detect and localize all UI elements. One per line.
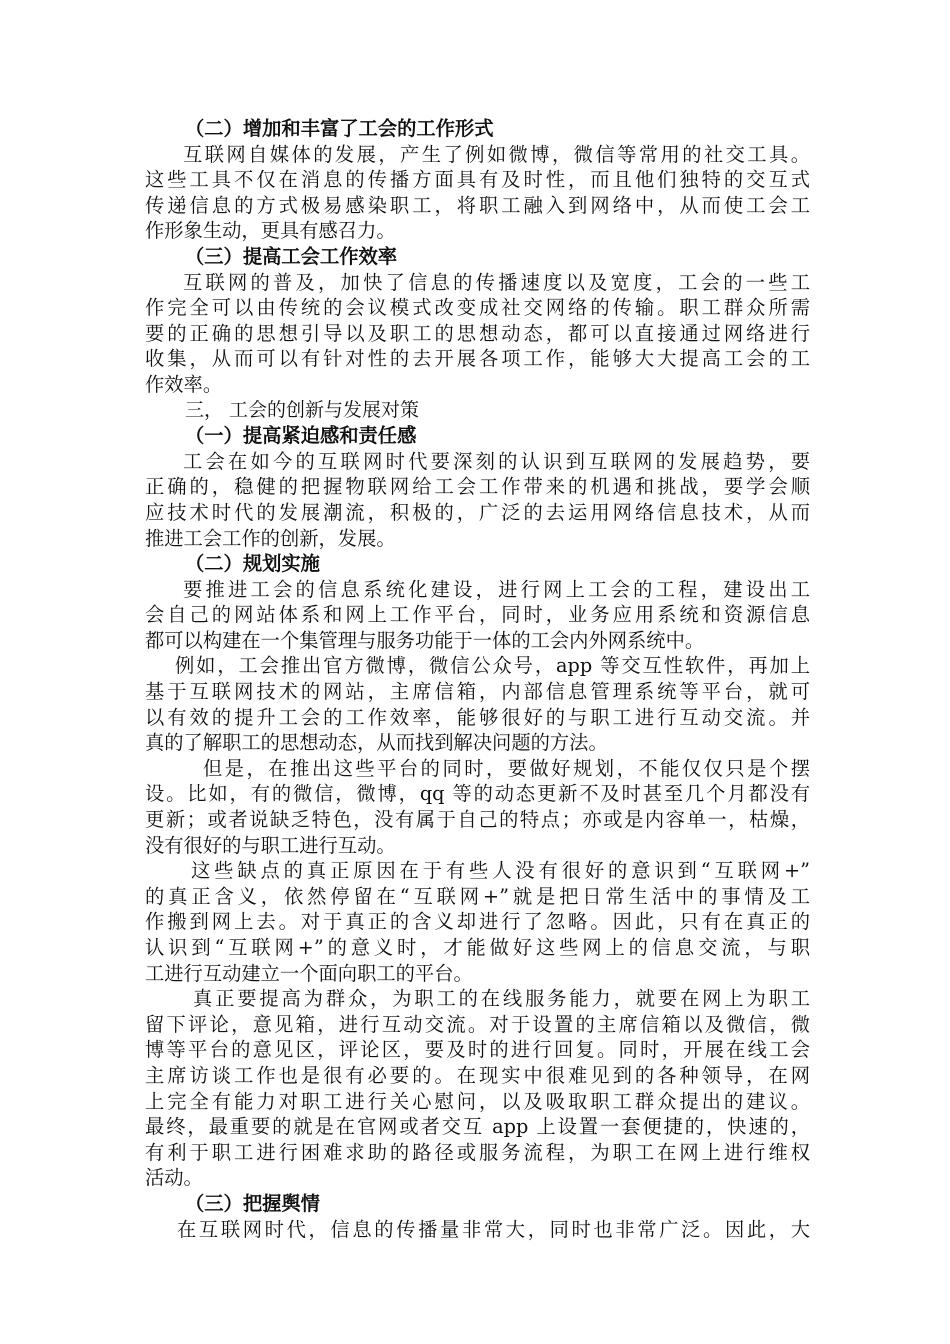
body-text-line: 留下评论，意见箱，进行互动交流。对于设置的主席信箱以及微信，微 — [145, 1012, 810, 1036]
body-text-line: 真的了解职工的思想动态，从而找到解决问题的方法。 — [145, 731, 608, 755]
body-text-line: 更新；或者说缺乏特色，没有属于自己的特点；亦或是内容单一，枯燥， — [145, 808, 810, 832]
body-text-line: 作搬到网上去。对于真正的含义却进行了忽略。因此，只有在真正的 — [145, 910, 810, 934]
body-text-line: 以有效的提升工会的工作效率，能够很好的与职工进行互动交流。并 — [145, 705, 810, 729]
body-text-line: 工进行互动建立一个面向职工的平台。 — [145, 961, 473, 985]
body-text-line: 活动。 — [145, 1166, 203, 1190]
body-text-line: 认识到“互联网+”的意义时，才能做好这些网上的信息交流，与职 — [145, 936, 810, 959]
body-text-line: 要的正确的思想引导以及职工的思想动态，都可以直接通过网络进行 — [145, 321, 810, 345]
body-text-line: 基于互联网技术的网站，主席信箱，内部信息管理系统等平台，就可 — [145, 680, 810, 704]
body-text-line: 例如，工会推出官方微博，微信公众号，app 等交互性软件，再加上 — [175, 654, 810, 678]
body-text-line: 工会在如今的互联网时代要深刻的认识到互联网的发展趋势，要 — [183, 449, 810, 473]
body-text-line: 作效率。 — [145, 372, 223, 396]
body-text-line: 最终，最重要的就是在官网或者交互 app 上设置一套便捷的，快速的， — [145, 1115, 810, 1139]
body-text-line: 传递信息的方式极易感染职工，将职工融入到网络中，从而使工会工 — [145, 193, 810, 217]
body-text-line: 会自己的网站体系和网上工作平台，同时，业务应用系统和资源信息 — [145, 603, 810, 627]
document-page — [145, 116, 810, 1242]
section-heading: （一）提高紧迫感和责任感 — [185, 424, 417, 448]
body-text-line: 收集，从而可以有针对性的去开展各项工作，能够大大提高工会的工 — [145, 347, 810, 371]
body-text-line: 正确的，稳健的把握物联网给工会工作带来的机遇和挑战，要学会顺 — [145, 475, 810, 499]
section-heading: （二）增加和丰富了工会的工作形式 — [185, 117, 494, 140]
chapter-heading: 三， 工会的创新与发展对策 — [185, 398, 420, 421]
section-heading: （三）把握舆情 — [185, 1191, 320, 1215]
body-text-line: 但是，在推出这些平台的同时，要做好规划，不能仅仅只是个摆 — [203, 756, 810, 780]
body-text-line: 设。比如，有的微信，微博，qq 等的动态更新不及时甚至几个月都没有 — [145, 782, 810, 806]
body-text-line: 主席访谈工作也是很有必要的。在现实中很难见到的各种领导，在网 — [145, 1063, 810, 1087]
body-text-line: 应技术时代的发展潮流，积极的，广泛的去运用网络信息技术，从而 — [145, 500, 810, 524]
body-text-line: 有利于职工进行困难求助的路径或服务流程，为职工在网上进行维权 — [145, 1140, 810, 1164]
body-text-line: 的真正含义，依然停留在“互联网+”就是把日常生活中的事情及工 — [145, 884, 810, 908]
body-text-line: 在互联网时代，信息的传播量非常大，同时也非常广泛。因此，大 — [177, 1217, 810, 1241]
body-text-line: 这些工具不仅在消息的传播方面具有及时性，而且他们独特的交互式 — [145, 168, 810, 192]
body-text-line: 这些缺点的真正原因在于有些人没有很好的意识到“互联网+” — [191, 859, 810, 883]
body-text-line: 作完全可以由传统的会议模式改变成社交网络的传输。职工群众所需 — [145, 296, 810, 320]
body-text-line: 没有很好的与职工进行互动。 — [145, 833, 396, 857]
body-text-line: 真正要提高为群众，为职工的在线服务能力，就要在网上为职工 — [193, 987, 810, 1011]
body-text-line: 互联网的普及，加快了信息的传播速度以及宽度，工会的一些工 — [183, 270, 810, 294]
body-text-line: 作形象生动，更具有感召力。 — [145, 219, 396, 243]
body-text-line: 都可以构建在一个集管理与服务功能于一体的工会内外网系统中。 — [145, 628, 705, 652]
section-heading: （二）规划实施 — [185, 552, 320, 576]
body-text-line: 推进工会工作的创新，发展。 — [145, 526, 396, 550]
body-text-line: 博等平台的意见区，评论区，要及时的进行回复。同时，开展在线工会 — [145, 1038, 810, 1062]
body-text-line: 上完全有能力对职工进行关心慰问，以及吸取职工群众提出的建议。 — [145, 1089, 810, 1113]
body-text-line: 互联网自媒体的发展，产生了例如微博，微信等常用的社交工具。 — [183, 142, 810, 166]
section-heading: （三）提高工会工作效率 — [185, 244, 398, 268]
body-text-line: 要推进工会的信息系统化建设，进行网上工会的工程，建设出工 — [183, 577, 810, 601]
